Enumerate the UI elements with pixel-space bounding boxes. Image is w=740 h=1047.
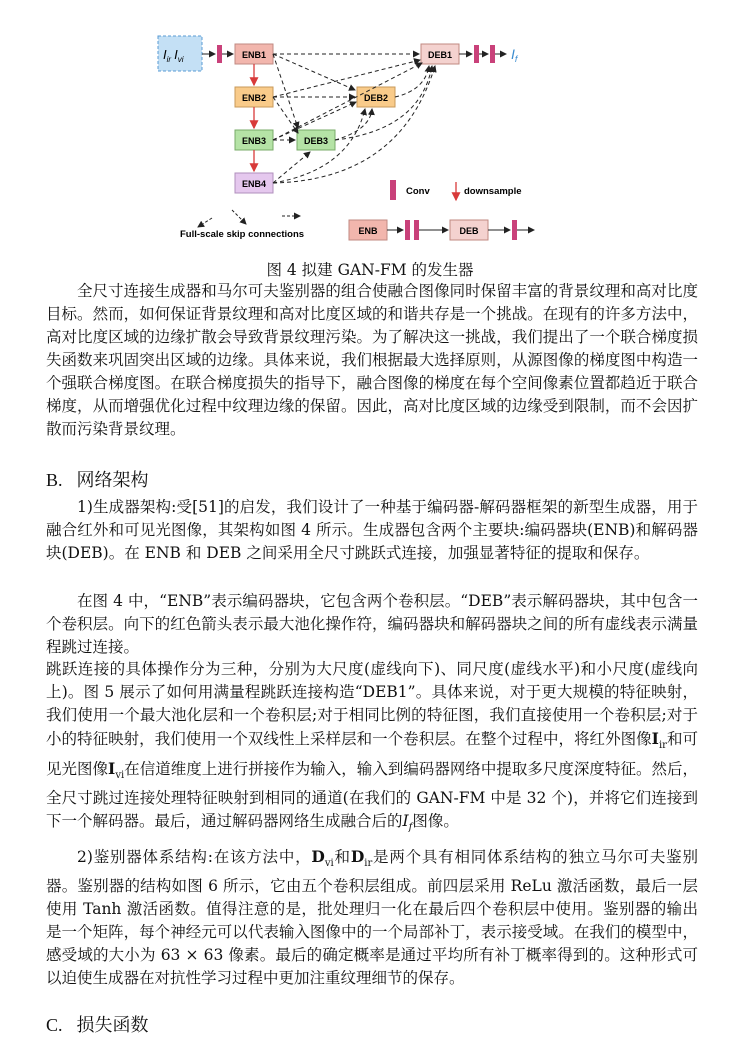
paragraph-2: 1)生成器架构:受[51]的启发，我们设计了一种基于编码器-解码器框架的新型生成器，用于融合红外和可见光图像，其架构如图 4 所示。生成器包含两个主要块:编码器块(ENB)和解码器块(DEB)。在 ENB 和 DEB 之间采用全尺寸跳跃式连接，加强显著特征的提取和保存。 [46,498,698,562]
legend-skip-label: Full-scale skip connections [180,229,305,240]
section-heading-b [46,468,149,493]
input-images-box [158,36,202,71]
conv-block [414,220,419,240]
svg-text:DEB1: DEB1 [427,50,453,60]
output-image-label: $I_f$ [511,46,518,64]
heading-text: 网络架构 [76,470,149,491]
heading-text: 损失函数 [76,1015,149,1036]
generator-architecture-figure [150,30,580,250]
legend-deb-example [450,220,488,240]
conv-block [474,45,479,63]
deb1-block [421,44,459,64]
svg-text:ENB2: ENB2 [241,93,267,103]
enb2-block [235,87,273,107]
legend-enb-example [349,220,387,240]
enb1-block [235,44,273,64]
deb3-block [297,130,335,150]
svg-text:IirIvi: $I_{ir}$ $I_{vi}$ [163,47,184,64]
skip-connections [273,54,435,183]
paragraph-4: 跳跃连接的具体操作分为三种，分别为大尺度(虚线向下)、同尺度(虚线水平)和小尺度(虚线向上)。图 5 展示了如何用满量程跳跃连接构造“DEB1”。具体来说，对于更大规模的特征映射，我们使用一个最大池化层和一个卷积层;对于相同比例的特征图，我们直接使用一个卷积层;对于小的特征映射，我们使用一个双线性上采样层和一个卷积层。在整个过程中，将红外图像$I_{ir}$和可见光图像$I_{vi}$在信道维度上进行拼接作为输入，输入到编码器网络中提取多尺度深度特征。然后，全尺寸跳过连接处理特征映射到相同的通道(在我们的 GAN-FM 中是 32 个)，并将它们连接到下一个解码器。最后，通过解码器网络生成融合后的$I_f$图像。 [46,660,698,834]
enb3-block [235,130,273,150]
svg-text:ENB4: ENB4 [241,179,267,189]
legend-downsample-label: downsample [464,186,522,197]
section-heading-c [46,1013,149,1038]
svg-text:DEB2: DEB2 [363,93,389,103]
svg-text:ENB1: ENB1 [241,50,267,60]
conv-block [490,45,495,63]
figure-caption: 图 4 拟建 GAN-FM 的发生器 [266,261,474,279]
conv-block [405,220,410,240]
paragraph-1: 全尺寸连接生成器和马尔可夫鉴别器的组合使融合图像同时保留丰富的背景纹理和高对比度目标。然而，如何保证背景纹理和高对比度区域的和谐共存是一个挑战。在现有的许多方法中，高对比度区域的边缘扩散会导致背景纹理污染。为了解决这一挑战，我们提出了一个联合梯度损失函数来巩固突出区域的边缘。具体来说，我们根据最大选择原则，从源图像的梯度图中构造一个强联合梯度图。在联合梯度损失的指导下，融合图像的梯度在每个空间像素位置都趋近于联合梯度，从而增强优化过程中纹理边缘的保留。因此，高对比度区域的边缘受到限制，而不会因扩散而污染背景纹理。 [46,282,698,438]
legend-conv-label: Conv [406,186,430,197]
paragraph-3: 在图 4 中，“ENB”表示编码器块，它包含两个卷积层。“DEB”表示解码器块，其中包含一个卷积层。向下的红色箭头表示最大池化操作符，编码器块和解码器块之间的所有虚线表示满量程跳过连接。 [46,592,698,656]
paragraph-5: 2)鉴别器体系结构:在该方法中，$D_{vi}$和$D_{ir}$是两个具有相同体系结构的独立马尔可夫鉴别器。鉴别器的结构如图 6 所示，它由五个卷积层组成。前四层采用 ReLu 激活函数，最后一层使用 Tanh 激活函数。值得注意的是，批处理归一化在最后四个卷积层中使用。鉴别器的输出是一个矩阵，每个神经元可以代表输入图像中的一个局部补丁，表示接受域。在我们的模型中，感受域的大小为 63 × 63 像素。最后的确定概率是通过平均所有补丁概率得到的。这种形式可以迫使生成器在对抗性学习过程中更加注重纹理细节的保存。 [46,847,698,988]
svg-text:DEB: DEB [459,226,479,236]
conv-block [217,45,222,63]
heading-number: C. [46,1015,63,1035]
deb2-block [357,87,395,107]
heading-number: B. [46,470,63,490]
enb4-block [235,173,273,193]
legend-skip-arrows [198,210,300,227]
svg-text:ENB: ENB [358,226,378,236]
conv-block [512,220,517,240]
legend-conv-swatch [390,180,396,200]
svg-text:ENB3: ENB3 [241,136,267,146]
svg-text:DEB3: DEB3 [303,136,329,146]
